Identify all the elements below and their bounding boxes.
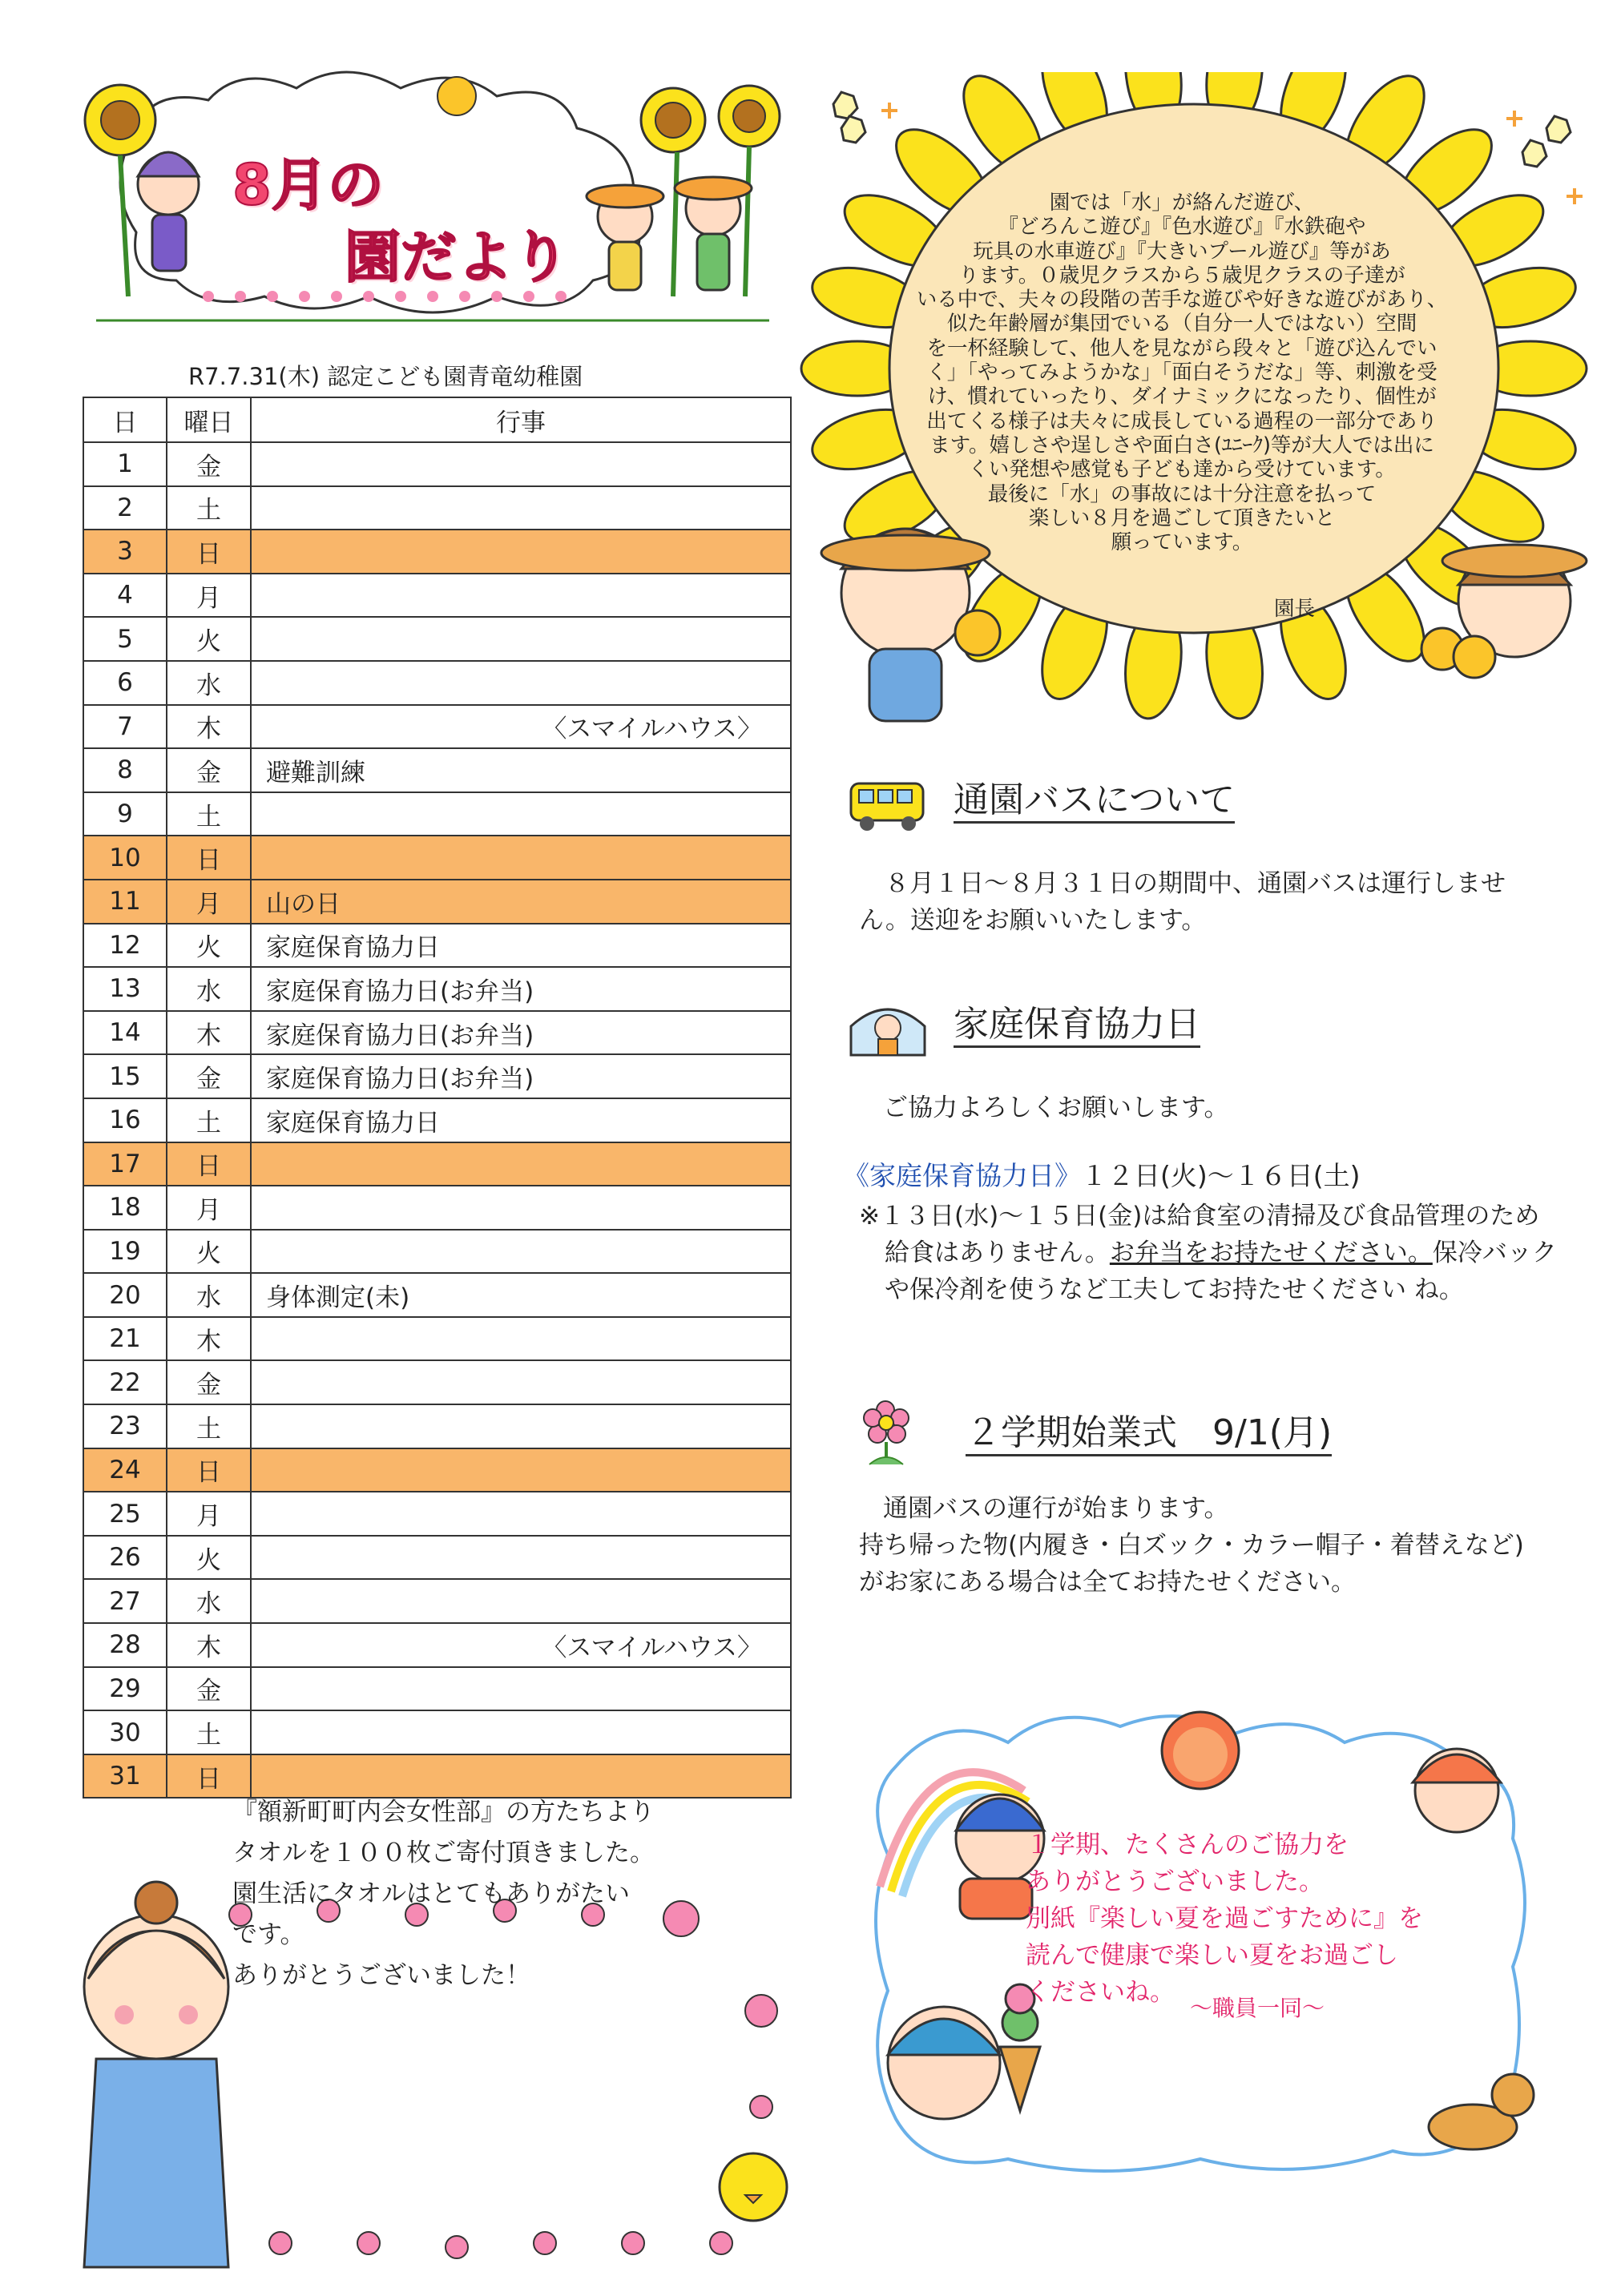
bus-section-title: 通園バスについて [954,781,1235,824]
calendar-weekday: 水 [167,1273,251,1317]
calendar-day: 27 [83,1579,167,1623]
calendar-row [83,661,791,705]
girl-character-icon [1421,545,1587,678]
calendar-weekday: 金 [167,1667,251,1711]
calendar-event: 家庭保育協力日(お弁当) [251,1011,791,1055]
principal-signature: 園長 [1274,597,1316,621]
girl-waving-icon [1413,1749,1501,1832]
principal-message-line: 玩具の水車遊び』『大きいプール遊び』等があ [973,239,1391,264]
calendar-row [83,1230,791,1274]
principal-message-line: け、慣れていったり、ダイナミックになったり、個性が [927,385,1437,409]
calendar-row [83,1623,791,1667]
calendar-day: 23 [83,1404,167,1448]
home-care-period-label: 《家庭保育協力日》 [843,1160,1081,1191]
calendar-event [251,530,791,574]
flower-icon [853,1394,929,1466]
calendar-row [83,924,791,968]
calendar-day: 26 [83,1536,167,1580]
calendar-day: 30 [83,1710,167,1754]
calendar-event [251,574,791,618]
calendar-row [83,1360,791,1404]
calendar-day: 5 [83,617,167,661]
calendar-row [83,1054,791,1098]
calendar-row [83,1536,791,1580]
principal-message-line: くい発想や感覚も子ども達から受けています。 [968,457,1396,482]
calendar-day: 21 [83,1317,167,1361]
calendar-weekday: 火 [167,924,251,968]
calendar-day: 13 [83,967,167,1011]
newsletter-title-line2: 園だより [345,224,569,290]
principal-message-line: 『どろんこ遊び』『色水遊び』『水鉄砲や [998,215,1366,240]
calendar-weekday: 月 [167,574,251,618]
teacher-bowing-icon [84,1882,228,2267]
calendar-day: 16 [83,1098,167,1142]
calendar-row [83,1404,791,1448]
header-weekday: 曜日 [167,397,251,442]
end-of-term-line: くださいね。 [1026,1978,1175,2007]
calendar-day: 12 [83,924,167,968]
calendar-weekday: 土 [167,1098,251,1142]
calendar-weekday: 日 [167,836,251,880]
header-day: 日 [83,397,167,442]
calendar-day: 24 [83,1448,167,1492]
calendar-weekday: 日 [167,1448,251,1492]
calendar-weekday: 日 [167,1754,251,1799]
calendar-row [83,1011,791,1055]
calendar-weekday: 火 [167,1230,251,1274]
calendar-event [251,1404,791,1448]
calendar-day: 8 [83,748,167,792]
term-section-title: ２学期始業式 9/1(月) [966,1414,1332,1456]
donation-thanks-line: 園生活にタオルはとてもありがたい [232,1879,630,1908]
calendar-event [251,1142,791,1186]
home-care-intro: ご協力よろしくお願いします。 [883,1094,1229,1122]
calendar-event [251,1536,791,1580]
calendar-day: 11 [83,880,167,924]
calendar-event [251,1667,791,1711]
calendar-weekday: 木 [167,1011,251,1055]
calendar-event [251,792,791,836]
calendar-day: 22 [83,1360,167,1404]
principal-message-line: 園では「水」が絡んだ遊び、 [1049,191,1315,215]
event-calendar [83,397,792,1799]
home-care-period-dates: １２日(火)～１６日(土) [1081,1160,1361,1191]
issue-date-line: R7.7.31(木) 認定こども園青竜幼稚園 [188,363,583,390]
principal-message-line: ります。０歳児クラスから５歳児クラスの子達が [958,263,1405,288]
child-character-icon [138,152,199,271]
calendar-event: 〈スマイルハウス〉 [251,705,791,749]
calendar-event: 家庭保育協力日 [251,1098,791,1142]
home-care-note-tail: 保冷バックや保冷剤を使うなど工夫してお持たせください ね。 [885,1239,1557,1304]
calendar-day: 18 [83,1186,167,1230]
calendar-weekday: 金 [167,1054,251,1098]
calendar-row [83,486,791,530]
calendar-day: 31 [83,1754,167,1799]
calendar-day: 9 [83,792,167,836]
calendar-row [83,617,791,661]
staff-signature: ～職員一同～ [1190,1995,1325,2021]
calendar-event: 家庭保育協力日(お弁当) [251,1054,791,1098]
principal-message-line: 最後に「水」の事故には十分注意を払って [987,481,1377,506]
calendar-event [251,1317,791,1361]
child-waving-icon [848,997,928,1058]
donation-thanks-line: ありがとうございました！ [232,1961,530,1990]
calendar-day: 3 [83,530,167,574]
calendar-event: 家庭保育協力日 [251,924,791,968]
calendar-weekday: 火 [167,1536,251,1580]
calendar-row [83,574,791,618]
calendar-weekday: 土 [167,1404,251,1448]
calendar-event: 山の日 [251,880,791,924]
end-of-term-line: ありがとうございました。 [1026,1867,1324,1896]
calendar-weekday: 金 [167,442,251,486]
calendar-event [251,1710,791,1754]
home-care-section-title: 家庭保育協力日 [954,1005,1200,1048]
calendar-weekday: 火 [167,617,251,661]
school-bus-icon [848,777,928,835]
principal-message-line: を一杯経験して、他人を見ながら段々と「遊び込んでい [926,336,1438,361]
calendar-day: 29 [83,1667,167,1711]
calendar-weekday: 金 [167,1360,251,1404]
donation-thanks-line: です。 [232,1920,305,1949]
calendar-row [83,967,791,1011]
header-event: 行事 [251,397,791,442]
calendar-row [83,1492,791,1536]
calendar-day: 17 [83,1142,167,1186]
calendar-header-row [83,397,791,442]
calendar-weekday: 日 [167,1142,251,1186]
calendar-day: 2 [83,486,167,530]
term-line1: 通園バスの運行が始まります。 [883,1494,1229,1523]
home-care-note [859,1198,1562,1308]
donation-thanks-line: 『額新町町内会女性部』の方たちより [232,1798,655,1827]
end-of-term-line: １学期、たくさんのご協力を [1026,1831,1349,1859]
calendar-event [251,486,791,530]
principal-message-line: 願っています。 [1111,530,1253,555]
calendar-day: 6 [83,661,167,705]
principal-message-line: く」「やってみようかな」「面白そうだな」等、刺激を受 [926,361,1438,385]
principal-message-line: 似た年齢層が集団でいる（自分一人ではない）空間 [946,312,1417,336]
calendar-event: 〈スマイルハウス〉 [251,1623,791,1667]
calendar-row [83,1667,791,1711]
calendar-weekday: 木 [167,1623,251,1667]
principal-message-line: 出てくる様子は夫々に成長している過程の一部分であり [926,409,1438,433]
calendar-event [251,1360,791,1404]
calendar-event [251,1230,791,1274]
calendar-event [251,617,791,661]
principal-message [873,191,1490,554]
calendar-day: 15 [83,1054,167,1098]
calendar-row [83,836,791,880]
boy-character-icon [821,529,1000,721]
home-care-note-text: ※１３日(水)～１５日(金)は給食室の清掃及び食品管理のため給食はありません。 [859,1202,1540,1267]
calendar-day: 19 [83,1230,167,1274]
calendar-row [83,1448,791,1492]
calendar-row [83,1142,791,1186]
donation-thanks-line: タオルを１００枚ご寄付頂きました。 [232,1839,655,1867]
calendar-day: 14 [83,1011,167,1055]
term-line2: 持ち帰った物(内履き・白ズック・カラー帽子・着替えなど)がお家にある場合は全てお持たせください。 [859,1531,1524,1597]
calendar-weekday: 水 [167,661,251,705]
end-of-term-line: 別紙『楽しい夏を過ごすために』を [1026,1904,1423,1933]
bus-section-body: ８月１日～８月３１日の期間中、通園バスは運行しません。送迎をお願いいたします。 [859,869,1506,935]
calendar-weekday: 土 [167,1710,251,1754]
calendar-weekday: 木 [167,705,251,749]
calendar-weekday: 月 [167,880,251,924]
calendar-weekday: 日 [167,530,251,574]
home-care-note-bento: お弁当をお持たせください。 [1109,1239,1433,1267]
calendar-row [83,792,791,836]
end-of-term-message [1026,1827,1490,2011]
donation-thanks-message [232,1792,745,1996]
principal-message-line: いる中で、夫々の段階の苦手な遊びや好きな遊びがあり、 [916,288,1448,312]
calendar-event [251,1186,791,1230]
calendar-day: 25 [83,1492,167,1536]
calendar-event: 身体測定(未) [251,1273,791,1317]
principal-message-line: ます。嬉しさや逞しさや面白さ(ﾕﾆｰｸ)等が大人では出に [929,433,1434,457]
sun-icon [1162,1712,1239,1789]
calendar-weekday: 月 [167,1186,251,1230]
calendar-day: 20 [83,1273,167,1317]
calendar-event [251,442,791,486]
calendar-day: 1 [83,442,167,486]
calendar-row [83,1710,791,1754]
calendar-event [251,1448,791,1492]
calendar-row [83,880,791,924]
calendar-row [83,1273,791,1317]
calendar-row [83,705,791,749]
calendar-event [251,1579,791,1623]
calendar-weekday: 土 [167,486,251,530]
calendar-row [83,748,791,792]
calendar-row [83,1579,791,1623]
calendar-row [83,442,791,486]
calendar-weekday: 土 [167,792,251,836]
calendar-event [251,661,791,705]
calendar-event: 避難訓練 [251,748,791,792]
calendar-weekday: 水 [167,967,251,1011]
calendar-event [251,836,791,880]
calendar-weekday: 水 [167,1579,251,1623]
calendar-weekday: 金 [167,748,251,792]
calendar-event: 家庭保育協力日(お弁当) [251,967,791,1011]
calendar-row [83,1186,791,1230]
calendar-row [83,1317,791,1361]
chick-icon [720,2153,787,2221]
calendar-day: 7 [83,705,167,749]
home-care-period [843,1158,1361,1194]
newsletter-title-line1: 8月の [232,152,384,218]
principal-message-line: 楽しい８月を過ごして頂きたいと [1028,506,1336,530]
calendar-event [251,1492,791,1536]
calendar-row [83,530,791,574]
calendar-day: 4 [83,574,167,618]
end-of-term-line: 読んで健康で楽しい夏をお過ごし [1026,1941,1398,1970]
calendar-day: 28 [83,1623,167,1667]
calendar-row [83,1098,791,1142]
calendar-weekday: 木 [167,1317,251,1361]
calendar-weekday: 月 [167,1492,251,1536]
calendar-day: 10 [83,836,167,880]
